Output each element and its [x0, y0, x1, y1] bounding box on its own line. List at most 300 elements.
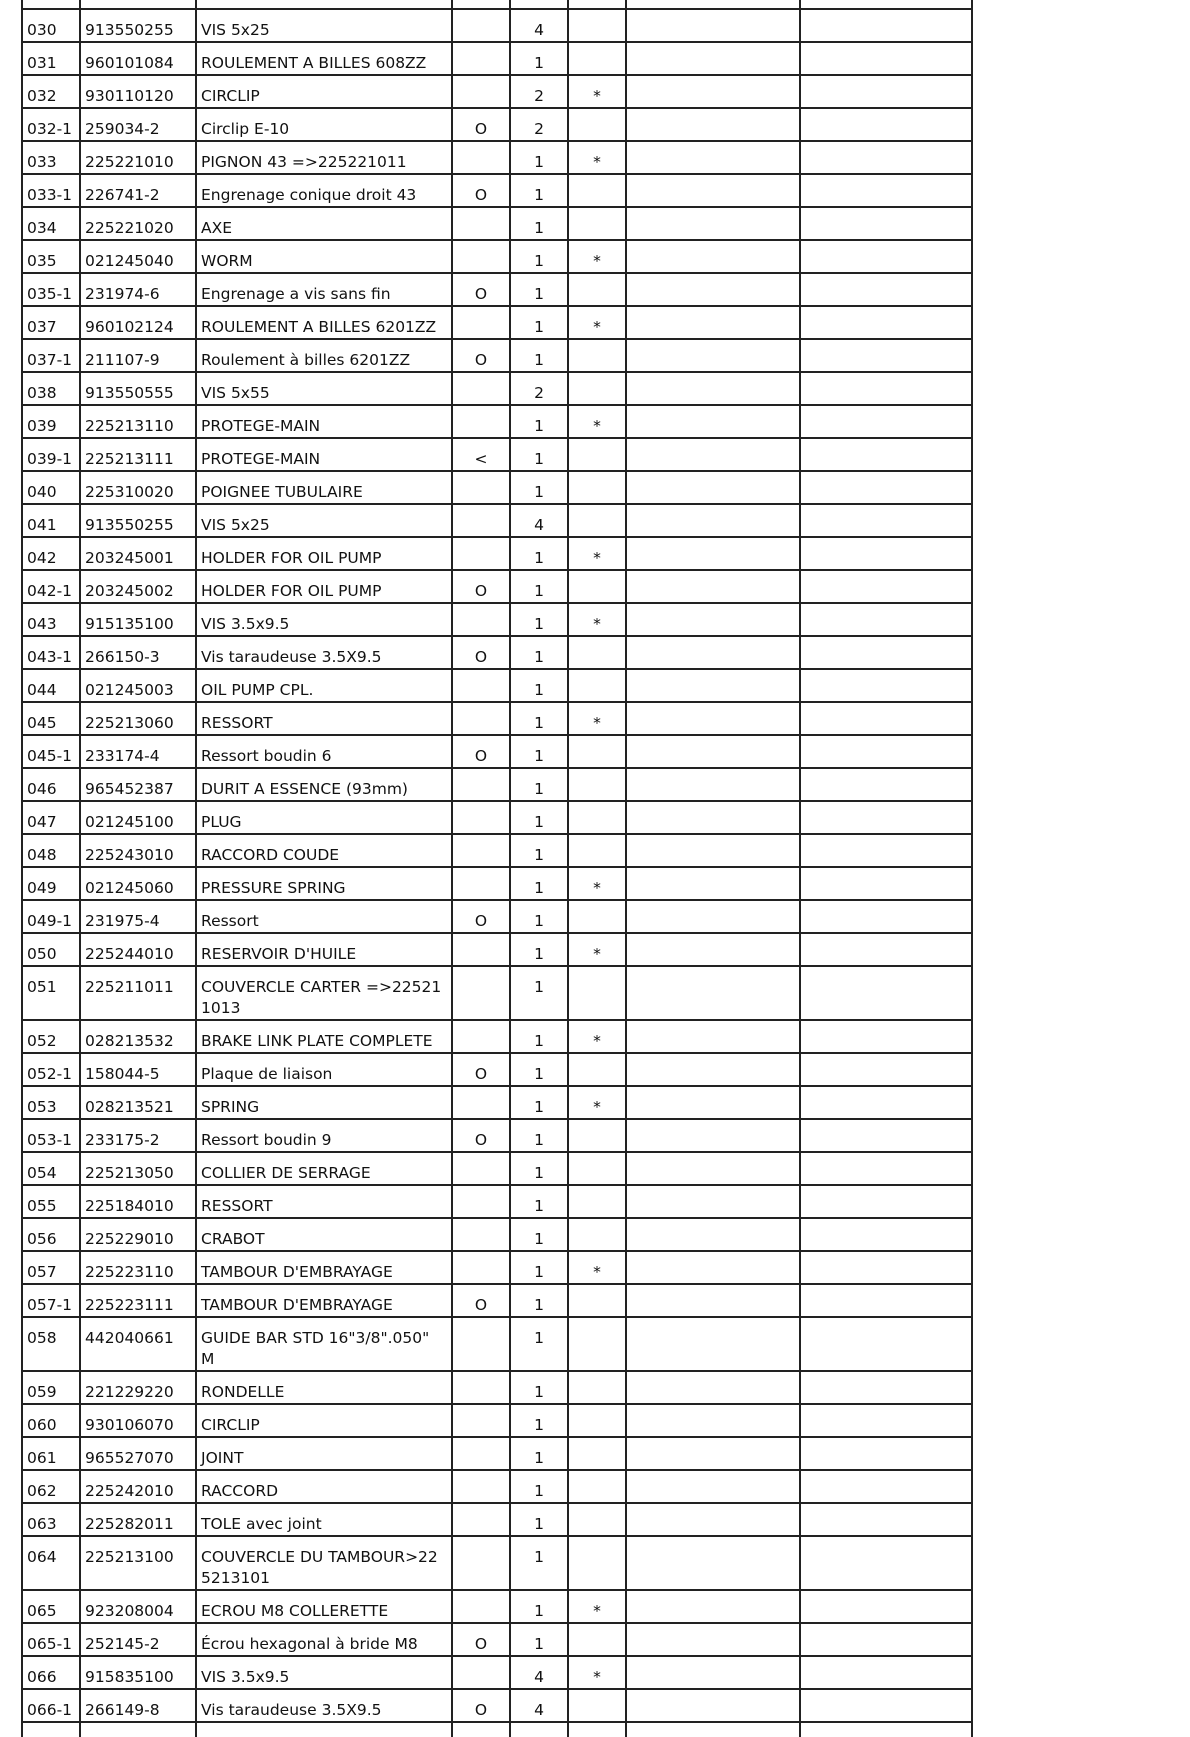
part-ref-cell: 053-1 — [22, 1119, 80, 1152]
table-row — [22, 405, 972, 438]
part-code-cell: 225223110 — [80, 1251, 196, 1284]
part-ref-cell: 045-1 — [22, 735, 80, 768]
part-quantity-cell: 4 — [510, 504, 568, 537]
part-star-mark-cell — [568, 735, 626, 768]
part-star-mark-cell — [568, 1404, 626, 1437]
part-option-mark-cell — [452, 1470, 510, 1503]
table-row — [22, 900, 972, 933]
part-extra-cell-1 — [626, 372, 800, 405]
table-row — [22, 372, 972, 405]
part-extra-cell-1 — [626, 570, 800, 603]
part-quantity-cell: 1 — [510, 570, 568, 603]
part-quantity-cell: 1 — [510, 669, 568, 702]
part-extra-cell-2 — [800, 471, 972, 504]
part-ref-cell: 031 — [22, 42, 80, 75]
part-code-cell: 913550255 — [80, 504, 196, 537]
part-ref-cell: 039 — [22, 405, 80, 438]
part-star-mark-cell: * — [568, 1086, 626, 1119]
table-row — [22, 867, 972, 900]
part-description-cell: Ressort — [196, 900, 452, 933]
part-option-mark-cell — [452, 9, 510, 42]
part-code-cell: 021245003 — [80, 669, 196, 702]
part-ref-cell: 035 — [22, 240, 80, 273]
part-ref-cell: 039-1 — [22, 438, 80, 471]
part-code-cell: 965452387 — [80, 768, 196, 801]
part-star-mark-cell — [568, 834, 626, 867]
table-row — [22, 240, 972, 273]
part-code-cell: 915135100 — [80, 603, 196, 636]
table-row — [22, 1536, 972, 1590]
part-description-cell: PRESSURE SPRING — [196, 867, 452, 900]
part-option-mark-cell — [452, 141, 510, 174]
part-star-mark-cell: * — [568, 867, 626, 900]
part-ref-cell: 047 — [22, 801, 80, 834]
part-code-cell: 965527070 — [80, 1437, 196, 1470]
part-extra-cell-2 — [800, 141, 972, 174]
part-option-mark-cell: O — [452, 339, 510, 372]
part-quantity-cell: 1 — [510, 537, 568, 570]
part-ref-cell: 058 — [22, 1317, 80, 1371]
part-code-cell: 028213532 — [80, 1020, 196, 1053]
part-extra-cell-1 — [626, 1623, 800, 1656]
table-row — [22, 1053, 972, 1086]
part-star-mark-cell — [568, 801, 626, 834]
part-code-cell: 233175-2 — [80, 1119, 196, 1152]
part-extra-cell-2 — [800, 900, 972, 933]
part-description-cell: CIRCLIP — [196, 1404, 452, 1437]
part-extra-cell-1 — [626, 801, 800, 834]
part-extra-cell-1 — [626, 603, 800, 636]
part-star-mark-cell: * — [568, 240, 626, 273]
part-ref-cell: 041 — [22, 504, 80, 537]
part-description-cell: TAMBOUR D'EMBRAYAGE — [196, 1251, 452, 1284]
part-extra-cell-2 — [800, 1371, 972, 1404]
part-star-mark-cell: * — [568, 141, 626, 174]
part-code-cell: 225310020 — [80, 471, 196, 504]
part-star-mark-cell — [568, 438, 626, 471]
part-description-cell: RACCORD COUDE — [196, 834, 452, 867]
part-ref-cell: 065-1 — [22, 1623, 80, 1656]
part-option-mark-cell: O — [452, 1689, 510, 1722]
part-ref-cell: 065 — [22, 1590, 80, 1623]
part-extra-cell-1 — [626, 702, 800, 735]
part-ref-cell: 043 — [22, 603, 80, 636]
part-extra-cell-2 — [800, 801, 972, 834]
part-description-cell: POIGNEE TUBULAIRE — [196, 471, 452, 504]
table-row — [22, 471, 972, 504]
part-ref-cell: 062 — [22, 1470, 80, 1503]
part-code-cell: 923208004 — [80, 1590, 196, 1623]
part-star-mark-cell — [568, 471, 626, 504]
part-quantity-cell: 1 — [510, 1020, 568, 1053]
part-extra-cell-2 — [800, 240, 972, 273]
table-row — [22, 1218, 972, 1251]
part-quantity-cell: 2 — [510, 372, 568, 405]
part-option-mark-cell — [452, 1656, 510, 1689]
part-option-mark-cell — [452, 1152, 510, 1185]
part-description-cell: VIS 5x25 — [196, 504, 452, 537]
part-option-mark-cell: O — [452, 1053, 510, 1086]
part-description-cell: HOLDER FOR OIL PUMP — [196, 570, 452, 603]
part-ref-cell: 040 — [22, 471, 80, 504]
part-quantity-cell: 1 — [510, 339, 568, 372]
part-star-mark-cell — [568, 1284, 626, 1317]
table-row — [22, 174, 972, 207]
table-row — [22, 9, 972, 42]
part-quantity-cell: 1 — [510, 768, 568, 801]
table-row — [22, 1437, 972, 1470]
part-star-mark-cell — [568, 339, 626, 372]
part-option-mark-cell: O — [452, 735, 510, 768]
part-extra-cell-2 — [800, 1086, 972, 1119]
table-row — [22, 75, 972, 108]
part-ref-cell: 061 — [22, 1437, 80, 1470]
part-extra-cell-1 — [626, 9, 800, 42]
part-quantity-cell: 2 — [510, 108, 568, 141]
part-extra-cell-1 — [626, 405, 800, 438]
part-description-cell: Engrenage conique droit 43 — [196, 174, 452, 207]
part-quantity-cell: 1 — [510, 1371, 568, 1404]
part-extra-cell-1 — [626, 735, 800, 768]
part-star-mark-cell — [568, 1371, 626, 1404]
part-option-mark-cell — [452, 1317, 510, 1371]
table-row — [22, 636, 972, 669]
part-ref-cell: 052-1 — [22, 1053, 80, 1086]
part-description-cell: RONDELLE — [196, 1371, 452, 1404]
part-quantity-cell: 1 — [510, 966, 568, 1020]
part-description-cell: PLUG — [196, 801, 452, 834]
part-extra-cell-2 — [800, 1185, 972, 1218]
part-quantity-cell: 1 — [510, 834, 568, 867]
parts-table-body — [22, 0, 972, 1737]
part-option-mark-cell: O — [452, 108, 510, 141]
part-extra-cell-1 — [626, 1119, 800, 1152]
part-code-cell: 960102124 — [80, 306, 196, 339]
part-code-cell: 225282011 — [80, 1503, 196, 1536]
part-code-cell: 225242010 — [80, 1470, 196, 1503]
part-star-mark-cell — [568, 966, 626, 1020]
part-extra-cell-2 — [800, 669, 972, 702]
part-code-cell: 930110120 — [80, 75, 196, 108]
part-extra-cell-2 — [800, 174, 972, 207]
part-option-mark-cell: O — [452, 570, 510, 603]
part-extra-cell-2 — [800, 702, 972, 735]
part-description-cell: CIRCLIP — [196, 75, 452, 108]
part-code-cell: 211107-9 — [80, 339, 196, 372]
part-description-cell: PROTEGE-MAIN — [196, 438, 452, 471]
table-row — [22, 768, 972, 801]
part-description-cell: Ressort boudin 9 — [196, 1119, 452, 1152]
part-option-mark-cell — [452, 471, 510, 504]
part-extra-cell-2 — [800, 1020, 972, 1053]
part-quantity-cell: 1 — [510, 240, 568, 273]
part-star-mark-cell — [568, 768, 626, 801]
part-quantity-cell: 1 — [510, 306, 568, 339]
part-code-cell: 252145-2 — [80, 1623, 196, 1656]
part-extra-cell-2 — [800, 1218, 972, 1251]
part-extra-cell-2 — [800, 405, 972, 438]
part-extra-cell-2 — [800, 1317, 972, 1371]
part-code-cell: 915835100 — [80, 1656, 196, 1689]
part-quantity-cell: 2 — [510, 75, 568, 108]
part-extra-cell-2 — [800, 504, 972, 537]
part-star-mark-cell — [568, 1218, 626, 1251]
part-star-mark-cell: * — [568, 537, 626, 570]
part-star-mark-cell — [568, 1053, 626, 1086]
part-star-mark-cell — [568, 669, 626, 702]
part-star-mark-cell — [568, 207, 626, 240]
part-code-cell: 225223111 — [80, 1284, 196, 1317]
part-star-mark-cell — [568, 1152, 626, 1185]
part-extra-cell-1 — [626, 1020, 800, 1053]
part-extra-cell-2 — [800, 867, 972, 900]
table-row — [22, 702, 972, 735]
part-quantity-cell: 4 — [510, 1689, 568, 1722]
part-quantity-cell: 1 — [510, 174, 568, 207]
table-row — [22, 1404, 972, 1437]
part-extra-cell-2 — [800, 108, 972, 141]
table-row — [22, 834, 972, 867]
part-extra-cell-1 — [626, 273, 800, 306]
part-option-mark-cell: O — [452, 636, 510, 669]
part-description-cell: COUVERCLE DU TAMBOUR>225213101 — [196, 1536, 452, 1590]
part-option-mark-cell — [452, 867, 510, 900]
part-quantity-cell: 1 — [510, 900, 568, 933]
part-quantity-cell: 1 — [510, 207, 568, 240]
part-option-mark-cell — [452, 1020, 510, 1053]
part-quantity-cell: 1 — [510, 1404, 568, 1437]
part-code-cell: 233174-4 — [80, 735, 196, 768]
part-extra-cell-2 — [800, 1590, 972, 1623]
part-quantity-cell: 1 — [510, 1590, 568, 1623]
part-option-mark-cell: < — [452, 438, 510, 471]
part-star-mark-cell — [568, 1623, 626, 1656]
part-extra-cell-1 — [626, 1284, 800, 1317]
part-extra-cell-1 — [626, 1371, 800, 1404]
part-option-mark-cell: O — [452, 1119, 510, 1152]
table-row — [22, 1284, 972, 1317]
part-option-mark-cell — [452, 240, 510, 273]
table-row — [22, 42, 972, 75]
table-row — [22, 1503, 972, 1536]
part-quantity-cell: 1 — [510, 1503, 568, 1536]
part-star-mark-cell — [568, 1185, 626, 1218]
part-description-cell: VIS 5x25 — [196, 9, 452, 42]
part-description-cell: Plaque de liaison — [196, 1053, 452, 1086]
part-extra-cell-1 — [626, 1503, 800, 1536]
part-option-mark-cell — [452, 1536, 510, 1590]
table-row — [22, 339, 972, 372]
part-code-cell: 930106070 — [80, 1404, 196, 1437]
part-description-cell: RESSORT — [196, 1185, 452, 1218]
part-code-cell: 225213050 — [80, 1152, 196, 1185]
table-bottom-stub — [22, 1722, 972, 1737]
parts-table — [21, 0, 973, 1737]
part-description-cell: PIGNON 43 =>225221011 — [196, 141, 452, 174]
part-description-cell: CRABOT — [196, 1218, 452, 1251]
part-extra-cell-2 — [800, 372, 972, 405]
table-row — [22, 1689, 972, 1722]
part-code-cell: 259034-2 — [80, 108, 196, 141]
part-extra-cell-2 — [800, 1251, 972, 1284]
part-extra-cell-1 — [626, 504, 800, 537]
part-extra-cell-1 — [626, 108, 800, 141]
part-description-cell: OIL PUMP CPL. — [196, 669, 452, 702]
part-description-cell: ROULEMENT A BILLES 6201ZZ — [196, 306, 452, 339]
part-star-mark-cell: * — [568, 1590, 626, 1623]
part-option-mark-cell — [452, 372, 510, 405]
part-quantity-cell: 1 — [510, 273, 568, 306]
part-code-cell: 021245040 — [80, 240, 196, 273]
part-extra-cell-1 — [626, 1536, 800, 1590]
part-quantity-cell: 1 — [510, 438, 568, 471]
part-code-cell: 221229220 — [80, 1371, 196, 1404]
part-option-mark-cell — [452, 933, 510, 966]
part-extra-cell-2 — [800, 933, 972, 966]
part-description-cell: PROTEGE-MAIN — [196, 405, 452, 438]
part-star-mark-cell — [568, 108, 626, 141]
part-description-cell: VIS 5x55 — [196, 372, 452, 405]
part-description-cell: RACCORD — [196, 1470, 452, 1503]
part-code-cell: 021245100 — [80, 801, 196, 834]
part-extra-cell-1 — [626, 1437, 800, 1470]
part-ref-cell: 032-1 — [22, 108, 80, 141]
part-option-mark-cell — [452, 207, 510, 240]
table-row — [22, 1623, 972, 1656]
part-ref-cell: 037 — [22, 306, 80, 339]
part-option-mark-cell — [452, 1086, 510, 1119]
table-row — [22, 1470, 972, 1503]
table-row — [22, 207, 972, 240]
part-star-mark-cell: * — [568, 405, 626, 438]
part-quantity-cell: 1 — [510, 1152, 568, 1185]
part-quantity-cell: 1 — [510, 141, 568, 174]
part-extra-cell-2 — [800, 1656, 972, 1689]
part-star-mark-cell: * — [568, 75, 626, 108]
part-ref-cell: 043-1 — [22, 636, 80, 669]
part-option-mark-cell — [452, 1218, 510, 1251]
part-code-cell: 231975-4 — [80, 900, 196, 933]
table-row — [22, 537, 972, 570]
part-ref-cell: 044 — [22, 669, 80, 702]
part-option-mark-cell: O — [452, 1623, 510, 1656]
part-description-cell: ECROU M8 COLLERETTE — [196, 1590, 452, 1623]
part-quantity-cell: 1 — [510, 1053, 568, 1086]
part-extra-cell-2 — [800, 603, 972, 636]
part-extra-cell-1 — [626, 1317, 800, 1371]
part-code-cell: 225243010 — [80, 834, 196, 867]
table-row — [22, 966, 972, 1020]
table-row — [22, 669, 972, 702]
part-extra-cell-2 — [800, 438, 972, 471]
part-star-mark-cell: * — [568, 933, 626, 966]
part-quantity-cell: 1 — [510, 1437, 568, 1470]
table-row — [22, 570, 972, 603]
part-ref-cell: 046 — [22, 768, 80, 801]
part-ref-cell: 049 — [22, 867, 80, 900]
part-extra-cell-1 — [626, 1152, 800, 1185]
table-row — [22, 1152, 972, 1185]
part-extra-cell-2 — [800, 9, 972, 42]
part-ref-cell: 053 — [22, 1086, 80, 1119]
part-code-cell: 231974-6 — [80, 273, 196, 306]
part-description-cell: SPRING — [196, 1086, 452, 1119]
table-row — [22, 306, 972, 339]
part-option-mark-cell — [452, 966, 510, 1020]
part-star-mark-cell: * — [568, 702, 626, 735]
part-star-mark-cell — [568, 174, 626, 207]
part-option-mark-cell — [452, 537, 510, 570]
part-extra-cell-1 — [626, 306, 800, 339]
part-star-mark-cell — [568, 372, 626, 405]
part-extra-cell-2 — [800, 966, 972, 1020]
part-extra-cell-1 — [626, 1470, 800, 1503]
part-quantity-cell: 1 — [510, 636, 568, 669]
part-extra-cell-1 — [626, 1185, 800, 1218]
part-extra-cell-2 — [800, 339, 972, 372]
part-quantity-cell: 1 — [510, 702, 568, 735]
part-description-cell: TOLE avec joint — [196, 1503, 452, 1536]
part-description-cell: VIS 3.5x9.5 — [196, 603, 452, 636]
part-star-mark-cell — [568, 1470, 626, 1503]
part-extra-cell-1 — [626, 438, 800, 471]
part-ref-cell: 050 — [22, 933, 80, 966]
part-star-mark-cell: * — [568, 1656, 626, 1689]
part-ref-cell: 035-1 — [22, 273, 80, 306]
part-star-mark-cell — [568, 1119, 626, 1152]
part-code-cell: 158044-5 — [80, 1053, 196, 1086]
part-extra-cell-1 — [626, 1053, 800, 1086]
part-ref-cell: 034 — [22, 207, 80, 240]
part-extra-cell-2 — [800, 75, 972, 108]
part-quantity-cell: 4 — [510, 1656, 568, 1689]
part-description-cell: BRAKE LINK PLATE COMPLETE — [196, 1020, 452, 1053]
part-star-mark-cell — [568, 1689, 626, 1722]
part-extra-cell-2 — [800, 207, 972, 240]
part-extra-cell-2 — [800, 735, 972, 768]
part-ref-cell: 051 — [22, 966, 80, 1020]
part-quantity-cell: 1 — [510, 1251, 568, 1284]
part-code-cell: 266150-3 — [80, 636, 196, 669]
part-ref-cell: 060 — [22, 1404, 80, 1437]
part-option-mark-cell — [452, 405, 510, 438]
part-option-mark-cell — [452, 75, 510, 108]
part-extra-cell-2 — [800, 1689, 972, 1722]
part-star-mark-cell — [568, 1437, 626, 1470]
part-description-cell: TAMBOUR D'EMBRAYAGE — [196, 1284, 452, 1317]
part-option-mark-cell — [452, 306, 510, 339]
table-row — [22, 141, 972, 174]
part-quantity-cell: 1 — [510, 735, 568, 768]
part-extra-cell-2 — [800, 537, 972, 570]
part-code-cell: 225184010 — [80, 1185, 196, 1218]
part-star-mark-cell — [568, 636, 626, 669]
part-description-cell: VIS 3.5x9.5 — [196, 1656, 452, 1689]
part-star-mark-cell — [568, 1503, 626, 1536]
part-ref-cell: 030 — [22, 9, 80, 42]
part-option-mark-cell — [452, 768, 510, 801]
part-description-cell: Écrou hexagonal à bride M8 — [196, 1623, 452, 1656]
part-extra-cell-2 — [800, 834, 972, 867]
part-option-mark-cell — [452, 1503, 510, 1536]
table-row — [22, 1185, 972, 1218]
part-ref-cell: 057 — [22, 1251, 80, 1284]
part-extra-cell-2 — [800, 570, 972, 603]
part-extra-cell-2 — [800, 306, 972, 339]
part-extra-cell-1 — [626, 966, 800, 1020]
part-extra-cell-1 — [626, 900, 800, 933]
part-extra-cell-1 — [626, 669, 800, 702]
